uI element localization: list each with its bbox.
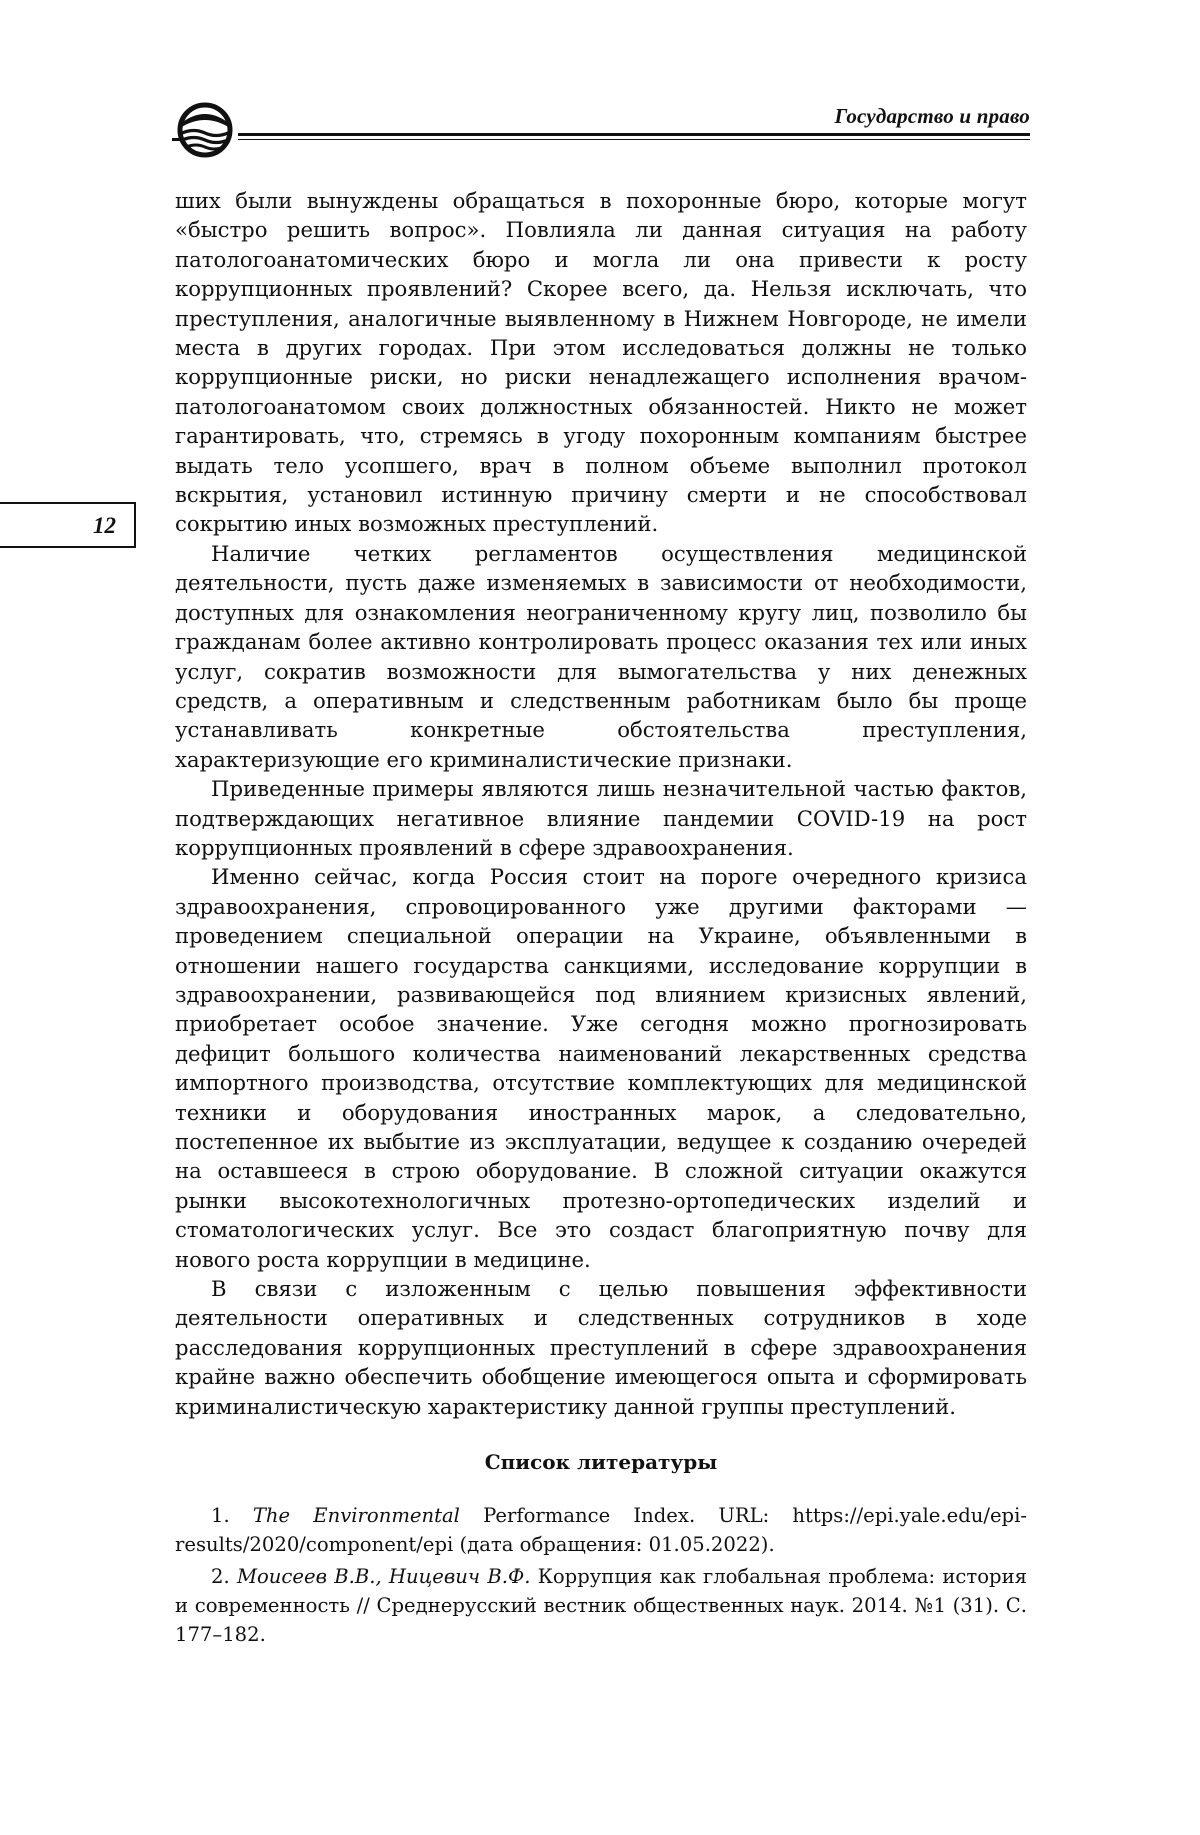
references-title: Список литературы — [484, 1450, 718, 1475]
reference-number: 2. — [211, 1565, 230, 1589]
article-body — [175, 186, 1027, 1649]
running-header — [172, 98, 1030, 158]
reference-text: Performance Index. URL: https://epi.yale.edu/epi-results/2020/component/epi (дата обращения: 01.05.2022). — [175, 1504, 1027, 1557]
body-paragraph-3: Приведенные примеры являются лишь незначительной частью фактов, подтверждающих негативное влияние пандемии COVID-19 на рост коррупционных проявлений в сфере здравоохранения. — [175, 776, 1027, 860]
reference-text: Коррупция как глобальная проблема: история и современность // Среднерусский вестник общественных наук. 2014. №1 (31). С. 177–182. — [175, 1565, 1028, 1647]
reference-authors: Моисеев В.В., Ницевич В.Ф. — [236, 1565, 531, 1589]
body-paragraph-5: В связи с изложенным с целью повышения эффективности деятельности оперативных и следственных сотрудников в ходе расследования коррупционных преступлений в сфере здравоохранения крайне важно обеспечить обобщение имеющегося опыта и сформировать криминалистическую характеристику данной группы преступлений. — [175, 1276, 1027, 1419]
page-number: 12 — [93, 513, 116, 538]
header-rule-thick — [238, 133, 1030, 136]
header-rule-thin — [238, 139, 1030, 140]
journal-title: Государство и право — [834, 104, 1030, 128]
reference-item-2 — [175, 1562, 1027, 1649]
body-paragraph-2: Наличие четких регламентов осуществления медицинской деятельности, пусть даже изменяемых в зависимости от необходимости, доступных для ознакомления неограниченному кругу лиц, позволило бы гражданам более активно контролировать процесс оказания тех или иных услуг, сократив возможности для вымогательства у них денежных средств, а оперативным и следственным работникам было бы проще устанавливать конкретные обстоятельства преступления, характеризующие его криминалистические признаки. — [175, 540, 1027, 772]
reference-number: 1. — [211, 1504, 230, 1528]
page-number-tab — [0, 502, 136, 548]
reference-authors: The Environmental — [252, 1504, 460, 1528]
reference-item-1 — [175, 1501, 1027, 1559]
body-paragraph-4: Именно сейчас, когда Россия стоит на пороге очередного кризиса здравоохранения, спровоцированного уже другими факторами — проведением специальной операции на Украине, объявленными в отношении нашего государства санкциями, исследование коррупции в здравоохранении, развивающейся под влиянием кризисных явлений, приобретает особое значение. Уже сегодня можно прогнозировать дефицит большого количества наименований лекарственных средства импортного производства, отсутствие комплектующих для медицинской техники и оборудования иностранных марок, а следовательно, постепенное их выбытие из эксплуатации, ведущее к созданию очередей на оставшееся в строю оборудование. В сложной ситуации окажутся рынки высокотехнологичных протезно-ортопедических изделий и стоматологических услуг. Все это создаст благоприятную почву для нового роста коррупции в медицине. — [175, 864, 1027, 1272]
body-paragraph-1: ших были вынуждены обращаться в похоронные бюро, которые могут «быстро решить вопрос». Повлияла ли данная ситуация на работу патологоанатомических бюро и могла ли она привести к росту коррупционных проявлений? Скорее всего, да. Нельзя исключать, что преступления, аналогичные выявленному в Нижнем Новгороде, не имели места в других городах. При этом исследоваться должны не только коррупционные риски, но риски ненадлежащего исполнения врачом-патологоанатомом своих должностных обязанностей. Никто не может гарантировать, что, стремясь в угоду похоронным компаниям быстрее выдать тело усопшего, врач в полном объеме выполнил протокол вскрытия, установил истинную причину смерти и не способствовал сокрытию иных возможных преступлений. — [175, 188, 1027, 537]
journal-logo-icon — [172, 102, 238, 158]
